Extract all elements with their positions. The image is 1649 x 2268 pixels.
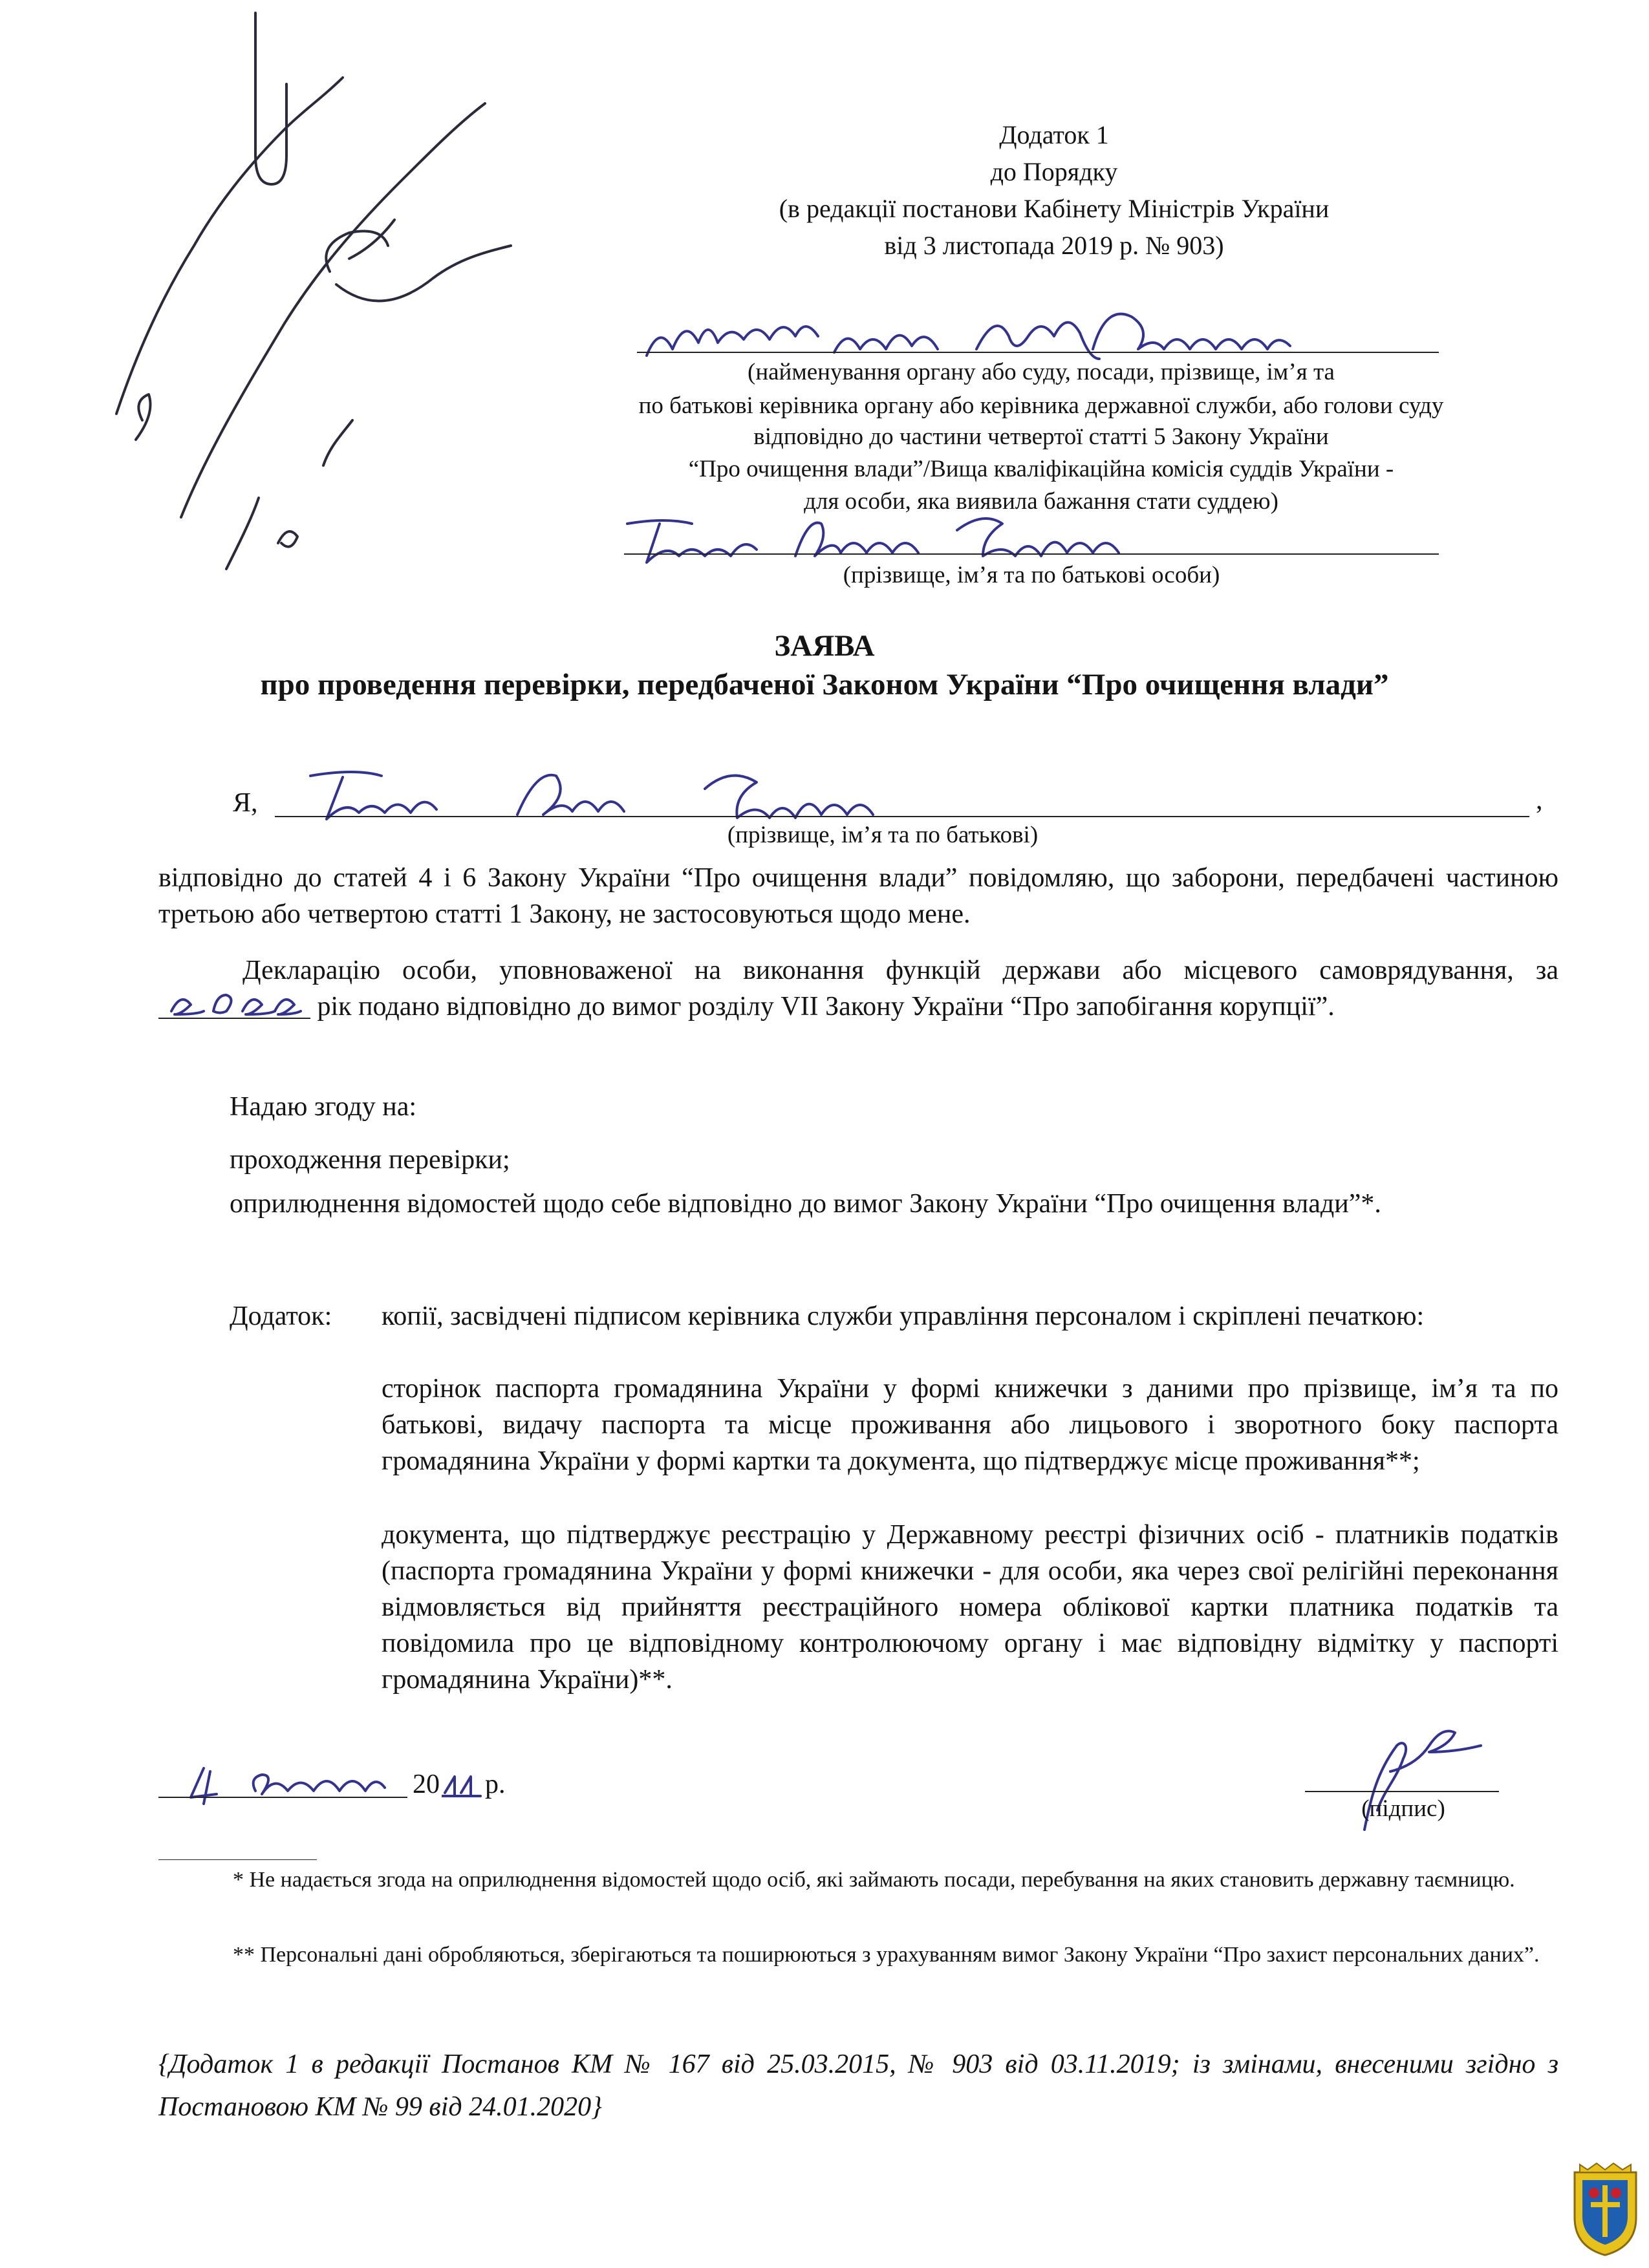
consent-item-1: проходження перевірки; <box>230 1145 510 1175</box>
attachment-item-2: сторінок паспорта громадянина України у формі книжечки з даними про прізвище, ім’я та по батькові, видачу паспорта та місце проживання або лицьового і зворотного боку паспорта громадянина України у формі картки та документа, що підтверджує місце проживання**; <box>382 1374 1558 1476</box>
date-day-line <box>158 1797 407 1798</box>
addressee-line <box>637 352 1439 353</box>
handwritten-year <box>158 987 307 1019</box>
addressee-caption-3: відповідно до частини четвертої статті 5 Закону України <box>753 423 1329 450</box>
appendix-line: від 3 листопада 2019 р. № 903) <box>884 231 1224 260</box>
addressee-caption-4: “Про очищення влади”/Вища кваліфікаційна комісія суддів України - <box>688 456 1394 482</box>
statement-suffix: , <box>1536 786 1543 815</box>
footnote-separator <box>158 1859 317 1860</box>
appendix-line: Додаток 1 <box>999 120 1109 149</box>
date-year-prefix: 20 <box>413 1770 440 1799</box>
declaration-text-after: рік подано відповідно до вимог розділу VII Закону України “Про запобігання корупції”. <box>317 992 1335 1022</box>
statement-prefix: Я, <box>233 788 258 818</box>
addressee-caption-5: для особи, яка виявила бажання стати суддею) <box>804 488 1278 515</box>
appendix-header <box>685 116 1423 264</box>
document-title: ЗАЯВА <box>774 629 875 663</box>
date-year-suffix: р. <box>485 1770 506 1799</box>
signature-caption: (підпис) <box>1361 1795 1445 1822</box>
name-caption: (прізвище, ім’я та по батькові) <box>727 822 1039 848</box>
statement-paragraph-1: відповідно до статей 4 і 6 Закону України “Про очищення влади” повідомляю, що заборони, передбачені частиною третьою або четвертою статті 1 Закону, не застосовуються щодо мене. <box>158 863 1558 929</box>
applicant-line <box>624 553 1439 555</box>
footnote-2: ** Персональні дані обробляються, зберігаються та поширюються з урахуванням вимог Закону України “Про захист персональних даних”. <box>233 1943 1540 1967</box>
addressee-caption-2: по батькові керівника органу або керівника державної служби, або голови суду <box>638 392 1444 419</box>
appendix-line: (в редакції постанови Кабінету Міністрів України <box>779 194 1330 223</box>
declaration-year-field <box>158 990 310 1019</box>
attachment-item-3: документа, що підтверджує реєстрацію у Державному реєстрі фізичних осіб - платників податків (паспорта громадянина України у формі книжечки - для особи, яка через свої релігійні переконання відмовляється від прийняття реєстраційного номера облікової картки платника податків та повідомила про це відповідному контролюючому органу і має відповідну відмітку у паспорті громадянина України)**. <box>382 1520 1558 1695</box>
consent-intro: Надаю згоду на: <box>230 1092 417 1122</box>
statement-paragraph-2 <box>158 952 1558 1025</box>
attachment-label: Додаток: <box>230 1301 332 1331</box>
appendix-line: до Порядку <box>990 157 1118 186</box>
footnote-1: * Не надається згода на оприлюднення відомостей щодо осіб, які займають посади, перебування на яких становить державну таємницю. <box>233 1868 1515 1892</box>
consent-item-2: оприлюднення відомостей щодо себе відповідно до вимог Закону України “Про очищення влади”*. <box>230 1189 1381 1219</box>
attachment-item-1: копії, засвідчені підписом керівника служби управління персоналом і скріплені печаткою: <box>382 1301 1425 1331</box>
city-emblem-icon <box>1568 2159 1643 2256</box>
handwritten-resolution <box>97 52 517 582</box>
editorial-note: {Додаток 1 в редакції Постанов КМ № 167 від 25.03.2015, № 903 від 03.11.2019; із змінами, внесеними згідно з Постановою КМ № 99 від 24.01.2020} <box>158 2049 1558 2122</box>
document-subtitle: про проведення перевірки, передбаченої Законом України “Про очищення влади” <box>260 668 1389 701</box>
addressee-caption-1: (найменування органу або суду, посади, прізвище, ім’я та <box>748 359 1335 385</box>
declaration-text-before: Декларацію особи, уповноваженої на виконання функцій держави або місцевого самоврядування, за <box>242 956 1558 985</box>
handwritten-date-year <box>442 1770 487 1799</box>
applicant-caption: (прізвище, ім’я та по батькові особи) <box>843 562 1220 588</box>
